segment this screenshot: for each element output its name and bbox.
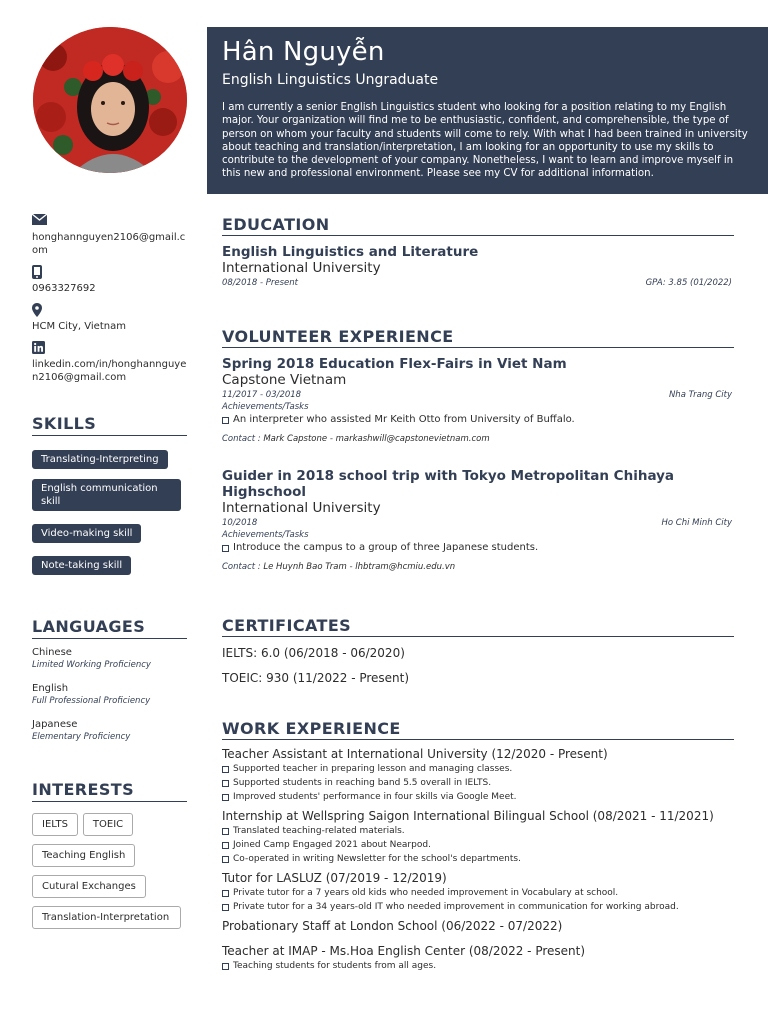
contact-value: Mark Capstone - markashwill@capstonevietnam.com bbox=[263, 434, 490, 444]
language-item bbox=[32, 646, 192, 671]
language-name: English bbox=[32, 683, 69, 694]
interest-tag: IELTS bbox=[32, 813, 78, 836]
language-level: Full Professional Proficiency bbox=[32, 696, 151, 706]
language-item bbox=[32, 682, 192, 707]
education-entry bbox=[222, 244, 734, 289]
certificates-list bbox=[222, 645, 734, 695]
skill-tag: Note-taking skill bbox=[32, 556, 131, 575]
language-level: Limited Working Proficiency bbox=[32, 660, 151, 670]
job-task: Private tutor for a 7 years old kids who needed improvement in Vocabulary at school. bbox=[222, 886, 734, 900]
job-title: Probationary Staff at London School (06/2022 - 07/2022) bbox=[222, 919, 563, 933]
job-task: Translated teaching-related materials. bbox=[222, 824, 734, 838]
location-pin-icon bbox=[32, 303, 188, 317]
language-name: Japanese bbox=[32, 719, 78, 730]
volunteer-heading: VOLUNTEER EXPERIENCE bbox=[222, 327, 734, 348]
volunteer-dates: 11/2017 - 03/2018 bbox=[222, 390, 302, 400]
job-task: Teaching students for students from all ages. bbox=[222, 959, 734, 973]
volunteer-meta bbox=[222, 517, 734, 529]
task-item: An interpreter who assisted Mr Keith Otto from University of Buffalo. bbox=[222, 413, 734, 427]
education-gpa: GPA: 3.85 (01/2022) bbox=[645, 278, 732, 288]
job-title: Tutor for LASLUZ (07/2019 - 12/2019) bbox=[222, 871, 447, 885]
job-task: Supported teacher in preparing lesson and managing classes. bbox=[222, 762, 734, 776]
education-meta bbox=[222, 277, 734, 289]
interest-tag: Cutural Exchanges bbox=[32, 875, 146, 898]
email-text[interactable]: honghannguyen2106@gmail.com bbox=[32, 232, 186, 256]
degree-title: English Linguistics and Literature bbox=[222, 244, 479, 260]
skill-tag: English communication skill bbox=[32, 479, 181, 511]
contact-info bbox=[32, 214, 188, 392]
volunteer-dates: 10/2018 bbox=[222, 518, 258, 528]
contact-value: Le Huynh Bao Tram - lhbtram@hcmiu.edu.vn bbox=[263, 562, 456, 572]
task-item: Introduce the campus to a group of three Japanese students. bbox=[222, 541, 734, 555]
phone-text: 0963327692 bbox=[32, 283, 96, 294]
language-item bbox=[32, 718, 192, 743]
phone-icon bbox=[32, 265, 188, 279]
location-text: HCM City, Vietnam bbox=[32, 321, 126, 332]
languages-list bbox=[32, 646, 192, 754]
languages-heading: LANGUAGES bbox=[32, 617, 187, 639]
certificate-item: IELTS: 6.0 (06/2018 - 06/2020) bbox=[222, 646, 405, 660]
contact-linkedin bbox=[32, 341, 188, 384]
interests-list bbox=[32, 812, 192, 936]
certificates-heading: CERTIFICATES bbox=[222, 616, 734, 637]
certificate-item: TOEIC: 930 (11/2022 - Present) bbox=[222, 671, 410, 685]
job-title: Teacher Assistant at International University (12/2020 - Present) bbox=[222, 747, 608, 761]
job-entry bbox=[222, 871, 734, 914]
job-entry bbox=[222, 747, 734, 804]
interest-tag: Translation-Interpretation bbox=[32, 906, 181, 929]
volunteer-location: Nha Trang City bbox=[668, 390, 732, 400]
volunteer-role: Guider in 2018 school trip with Tokyo Metropolitan Chihaya Highschool bbox=[222, 468, 675, 500]
contact-phone bbox=[32, 265, 188, 295]
education-heading: EDUCATION bbox=[222, 215, 734, 236]
linkedin-icon bbox=[32, 341, 188, 355]
interest-tag: Teaching English bbox=[32, 844, 135, 867]
profile-summary: I am currently a senior English Linguistics student who looking for a position relating to my English major. Your organization will find me to be enthusiastic, confident, and comprehensible, the type of person on whom your faculty and students will come to rely. With what I had been trained in university about teaching and translation/interpretation, I am looking for an opportunity to use my skills to contribute to the development of your company. Nonetheless, I want to learn and improve myself in this new and professional environment. Please see my CV for additional information. bbox=[222, 102, 748, 180]
volunteer-org: International University bbox=[222, 500, 381, 516]
portrait-illustration bbox=[33, 27, 187, 173]
skill-tag: Translating-Interpreting bbox=[32, 450, 168, 469]
candidate-subtitle: English Linguistics Ungraduate bbox=[222, 72, 439, 88]
volunteer-location: Ho Chi Minh City bbox=[661, 518, 732, 528]
job-entry bbox=[222, 809, 734, 866]
job-title: Teacher at IMAP - Ms.Hoa English Center (08/2022 - Present) bbox=[222, 944, 586, 958]
skills-heading: SKILLS bbox=[32, 414, 187, 436]
reference-contact bbox=[222, 561, 734, 573]
linkedin-text[interactable]: linkedin.com/in/honghannguyen2106@gmail.com bbox=[32, 359, 187, 383]
envelope-icon bbox=[32, 214, 188, 228]
volunteer-entry bbox=[222, 356, 734, 445]
work-list bbox=[222, 747, 734, 978]
job-task: Co-operated in writing Newsletter for the school's departments. bbox=[222, 852, 734, 866]
candidate-name: Hân Nguyễn bbox=[222, 37, 385, 67]
interests-heading: INTERESTS bbox=[32, 780, 187, 802]
skill-tag: Video-making skill bbox=[32, 524, 141, 543]
education-dates: 08/2018 - Present bbox=[222, 278, 299, 288]
job-title: Internship at Wellspring Saigon International Bilingual School (08/2021 - 11/2021) bbox=[222, 809, 714, 823]
interest-tag: TOEIC bbox=[83, 813, 133, 836]
volunteer-org: Capstone Vietnam bbox=[222, 372, 347, 388]
volunteer-meta bbox=[222, 389, 734, 401]
job-entry bbox=[222, 919, 734, 934]
header-banner bbox=[207, 27, 768, 194]
job-task: Supported students in reaching band 5.5 overall in IELTS. bbox=[222, 776, 734, 790]
job-task: Joined Camp Engaged 2021 about Nearpod. bbox=[222, 838, 734, 852]
job-entry bbox=[222, 944, 734, 973]
reference-contact bbox=[222, 433, 734, 445]
contact-location bbox=[32, 303, 188, 333]
language-name: Chinese bbox=[32, 647, 72, 658]
language-level: Elementary Proficiency bbox=[32, 732, 131, 742]
contact-label: Contact : bbox=[222, 434, 261, 444]
profile-photo bbox=[33, 27, 187, 173]
work-heading: WORK EXPERIENCE bbox=[222, 719, 734, 740]
school-name: International University bbox=[222, 260, 381, 276]
job-task: Improved students' performance in four skills via Google Meet. bbox=[222, 790, 734, 804]
job-task: Private tutor for a 34 years-old IT who needed improvement in communication for working abroad. bbox=[222, 900, 734, 914]
skills-list bbox=[32, 447, 192, 585]
volunteer-role: Spring 2018 Education Flex-Fairs in Viet Nam bbox=[222, 356, 567, 372]
contact-label: Contact : bbox=[222, 562, 261, 572]
achievements-label: Achievements/Tasks bbox=[222, 530, 309, 540]
achievements-label: Achievements/Tasks bbox=[222, 402, 309, 412]
volunteer-entry bbox=[222, 468, 734, 573]
contact-email bbox=[32, 214, 188, 257]
